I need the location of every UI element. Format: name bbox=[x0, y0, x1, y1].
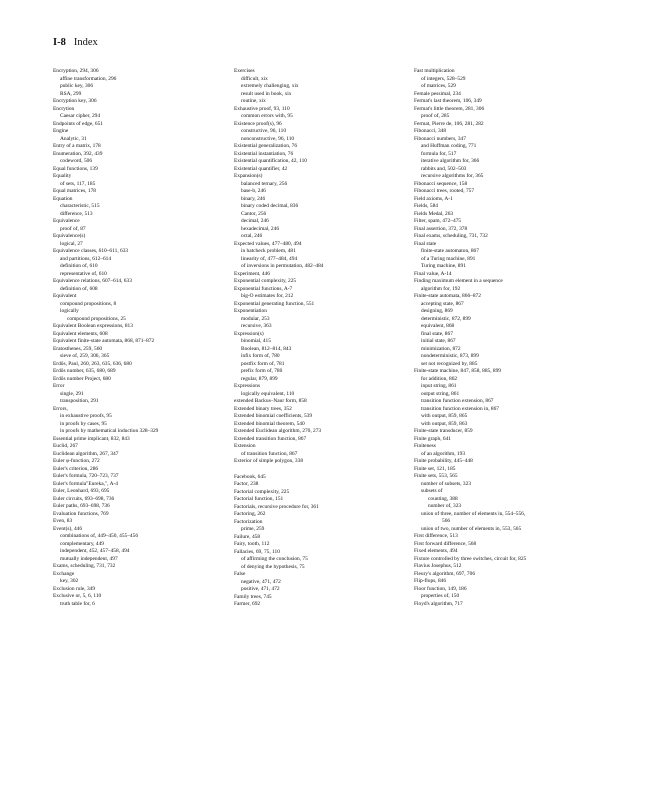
index-entry: Filter, spam, 472–475 bbox=[414, 218, 462, 224]
index-entry: Fibonacci trees, rooted, 757 bbox=[414, 188, 475, 194]
index-subentry: of a Turing machine, 891 bbox=[421, 255, 476, 262]
index-entry: Even, 83 bbox=[53, 518, 73, 524]
index-entry: Extended binomial theorem, 540 bbox=[234, 420, 305, 427]
index-subentry: final state, 867 bbox=[421, 330, 453, 337]
index-entry: Euler, Leonhard, 693, 695 bbox=[53, 488, 110, 494]
index-subentry: union of two, number of elements in, 553, 565 bbox=[421, 525, 522, 532]
index-subentry: and Huffman coding, 771 bbox=[421, 143, 477, 149]
index-subentry: nondeterministic, 873, 899 bbox=[421, 353, 479, 359]
index-entry: Encryption, 294, 306 bbox=[53, 68, 99, 74]
index-subentry: codeword, 506 bbox=[60, 158, 93, 164]
index-entry: Extension bbox=[234, 443, 256, 449]
index-subentry: equivalent, 868 bbox=[421, 323, 455, 329]
index-subentry: in proofs by cases, 95 bbox=[60, 420, 107, 427]
index-entry: Expressions bbox=[234, 383, 261, 389]
index-entry: Equivalent Boolean expressions, 813 bbox=[53, 323, 133, 329]
index-subentry: result used in book, xix bbox=[241, 90, 292, 97]
index-entry: Finite graph, 641 bbox=[414, 435, 451, 442]
index-entry: Euclidean algorithm, 267, 347 bbox=[53, 450, 119, 457]
index-subentry: designing, 869 bbox=[421, 308, 453, 314]
index-entry: Factor, 238 bbox=[234, 481, 259, 487]
index-entry: Fibonacci numbers, 347 bbox=[414, 135, 466, 142]
index-subentry: characteristic, 515 bbox=[60, 203, 100, 209]
index-entry: Extended binary trees, 352 bbox=[234, 405, 292, 412]
index-entry: Final exams, scheduling, 731, 732 bbox=[414, 233, 488, 239]
index-entry: Extended binomial coefficients, 539 bbox=[234, 413, 313, 419]
index-entry: Floyd's algorithm, 717 bbox=[414, 600, 463, 607]
index-entry: Flip-flops, 846 bbox=[414, 578, 447, 584]
index-entry: Factorization bbox=[234, 518, 263, 525]
index-entry: Equivalence(s) bbox=[53, 233, 86, 239]
index-subentry: public key, 306 bbox=[60, 83, 94, 89]
index-entry: First forward difference, 568 bbox=[414, 540, 477, 547]
index-entry: Fast multiplication bbox=[414, 68, 455, 74]
index-entry: Endpoints of edge, 651 bbox=[53, 120, 104, 127]
index-entry: Exclusion rule, 349 bbox=[53, 585, 96, 592]
index-entry: Euler circuits, 693–698, 736 bbox=[53, 495, 115, 502]
section-gap bbox=[234, 466, 414, 474]
index-entry: Finding maximum element in a sequence bbox=[414, 278, 503, 284]
index-entry: Erdős number, 635, 680, 689 bbox=[53, 368, 116, 374]
index-subentry: counting, 388 bbox=[428, 495, 458, 502]
index-subentry: routine, xix bbox=[241, 98, 266, 104]
index-entry: Fleury's algorithm, 697, 706 bbox=[414, 570, 476, 577]
index-entry: Erdős number Project, 680 bbox=[53, 375, 111, 382]
index-entry: Equal matrices, 178 bbox=[53, 188, 96, 194]
index-subentry: union of three, number of elements in, 554–556, bbox=[421, 510, 526, 517]
index-subentry: big-O estimates for, 212 bbox=[241, 293, 294, 299]
index-entry: Error bbox=[53, 383, 65, 389]
index-subentry: logical, 27 bbox=[60, 240, 83, 247]
index-subentry: rabbits and, 502–503 bbox=[421, 165, 467, 172]
index-entry: Euler φ-function, 272 bbox=[53, 458, 100, 464]
index-subentry: constructive, 96, 110 bbox=[241, 128, 287, 134]
index-entry: Facebook, 645 bbox=[234, 473, 266, 480]
index-subentry: octal, 246 bbox=[241, 233, 263, 239]
index-entry: Final value, A-14 bbox=[414, 270, 452, 277]
index-subentry: number of subsets, 323 bbox=[421, 480, 472, 487]
index-subentry: nonconstructive, 96, 110 bbox=[241, 135, 295, 142]
index-subentry: linearity of, 477–484, 494 bbox=[241, 255, 298, 262]
index-entry: Fallacies, 69, 75, 110 bbox=[234, 548, 280, 555]
index-subentry: complementary, 449 bbox=[60, 540, 104, 547]
index-entry: Event(s), 446 bbox=[53, 525, 83, 532]
index-entry: Exhaustive proof, 93, 110 bbox=[234, 105, 290, 112]
index-subentry: negative, 471, 472 bbox=[241, 578, 281, 585]
index-subentry: Caesar cipher, 294 bbox=[60, 113, 101, 119]
index-entry: Equivalent finite-state automata, 868, 871–872 bbox=[53, 338, 155, 344]
index-subentry: finite-state automaton, 867 bbox=[421, 248, 479, 254]
index-subentry: RSA, 299 bbox=[60, 90, 82, 97]
index-subentry: modular, 253 bbox=[241, 315, 270, 322]
index-subentry: base-b, 246 bbox=[241, 188, 266, 194]
index-subentry: in hatcheck problem, 481 bbox=[241, 248, 296, 254]
index-entry: Euler paths, 693–698, 736 bbox=[53, 503, 110, 509]
index-entry: Equation bbox=[53, 195, 73, 202]
index-entry: Female pessimal, 234 bbox=[414, 90, 461, 97]
index-entry: Exchange bbox=[53, 570, 75, 577]
index-entry: Finite probability, 445–448 bbox=[414, 458, 473, 464]
index-entry: First difference, 513 bbox=[414, 533, 458, 539]
index-entry: Erdős, Paul, 260, 263, 635, 636, 680 bbox=[53, 360, 132, 367]
index-subentry: input string, 861 bbox=[421, 383, 457, 389]
index-subentry: transition function extension, 867 bbox=[421, 398, 494, 404]
index-subentry: proof of, 87 bbox=[60, 225, 86, 232]
index-entry: Factorials, recursive procedure for, 361 bbox=[234, 503, 319, 510]
index-entry: Fields, 584 bbox=[414, 203, 438, 209]
index-entry: Finite set, 121, 185 bbox=[414, 465, 456, 472]
index-entry: Equal functions, 139 bbox=[53, 165, 98, 172]
index-subentry: regular, 879, 899 bbox=[241, 375, 278, 382]
index-entry: Entry of a matrix, 178 bbox=[53, 143, 101, 149]
index-entry: Farmer, 692 bbox=[234, 601, 261, 607]
index-subentry: transition function extension in, 867 bbox=[421, 405, 500, 412]
index-subentry: with output, 859, 863 bbox=[421, 420, 468, 427]
index-entry: Exponential generating function, 551 bbox=[234, 300, 315, 307]
index-entry: Finite-state transducer, 859 bbox=[414, 428, 473, 434]
index-entry: Exams, scheduling, 731, 732 bbox=[53, 563, 116, 569]
index-subentry: balanced ternary, 256 bbox=[241, 180, 288, 187]
index-subentry: initial state, 867 bbox=[421, 338, 456, 344]
index-subentry: for addition, 862 bbox=[421, 375, 458, 382]
index-subentry: binomial, 415 bbox=[241, 338, 271, 344]
index-subentry: recursive, 363 bbox=[241, 323, 272, 329]
index-subentry: of inversions in permutation, 482–484 bbox=[241, 263, 324, 269]
index-entry: Finite-state machine, 847, 858, 885, 899 bbox=[414, 368, 501, 374]
index-entry: Enumeration, 392, 439 bbox=[53, 150, 103, 157]
index-subentry: extremely challenging, xix bbox=[241, 83, 299, 89]
index-entry: Factoring, 262 bbox=[234, 511, 266, 517]
index-subentry: number of, 323 bbox=[428, 503, 462, 509]
index-entry: Finite-state automata, 866–872 bbox=[414, 293, 481, 299]
index-subentry: sieve of, 259, 306, 365 bbox=[60, 353, 110, 359]
index-entry: Fermat, Pierre de, 106, 281, 282 bbox=[414, 120, 484, 127]
index-entry: Euler's formula, 720–723, 737 bbox=[53, 473, 119, 479]
index-entry: Fermat's little theorem, 281, 306 bbox=[414, 105, 485, 112]
index-subentry: algorithm for, 192 bbox=[421, 285, 461, 292]
index-entry: Exercises bbox=[234, 68, 255, 74]
index-subentry: definition of, 610 bbox=[60, 263, 98, 269]
index-subentry: of sets, 117, 185 bbox=[60, 180, 96, 187]
index-subentry: decimal, 246 bbox=[241, 218, 269, 224]
index-entry: Encrytion bbox=[53, 105, 75, 112]
index-entry: False bbox=[234, 571, 246, 577]
index-entry: Fermat's last theorem, 106, 349 bbox=[414, 98, 482, 104]
page-header bbox=[53, 37, 98, 48]
index-subentry: single, 291 bbox=[60, 390, 84, 397]
index-subentry: logically equivalent, 110 bbox=[241, 390, 295, 397]
index-entry: Equivalence relations, 607–614, 633 bbox=[53, 278, 132, 284]
index-entry: Fixed elements, 494 bbox=[414, 548, 458, 554]
index-subentry: set not recognized by, 885 bbox=[421, 360, 478, 367]
index-subentry: accepting state, 867 bbox=[421, 300, 464, 307]
index-subentry: mutually independent, 497 bbox=[60, 555, 118, 562]
index-entry: Field axioms, A-1 bbox=[414, 195, 453, 202]
index-entry: Fields Medal, 263 bbox=[414, 210, 454, 217]
index-entry: Factorial complexity, 225 bbox=[234, 488, 290, 495]
index-subentry: of denying the hypothesis, 75 bbox=[241, 563, 305, 570]
index-subentry: and partitions, 612–614 bbox=[60, 255, 112, 262]
index-subentry: Turing machine, 891 bbox=[421, 263, 466, 269]
index-entry: Equivalent elements, 608 bbox=[53, 330, 108, 337]
index-subentry: combinations of, 449–450, 455–456 bbox=[60, 533, 139, 539]
index-entry: Encryption key, 306 bbox=[53, 98, 97, 104]
index-subentry: subsets of bbox=[421, 488, 443, 494]
index-subentry: difficult, xix bbox=[241, 75, 268, 82]
index-subentry: Analytic, 31 bbox=[60, 135, 87, 142]
index-entry: Existential quantifier, 42 bbox=[234, 165, 288, 172]
index-subentry: hexadecimal, 246 bbox=[241, 225, 280, 232]
index-subentry: with output, 859, 865 bbox=[421, 413, 468, 419]
index-entry: Fibonacci sequence, 158 bbox=[414, 180, 468, 187]
index-entry: Evaluation functions, 769 bbox=[53, 510, 109, 517]
index-subentry: of matrices, 529 bbox=[421, 83, 456, 89]
index-subentry: logically bbox=[60, 308, 79, 314]
index-subentry: in exhaustive proofs, 95 bbox=[60, 413, 112, 419]
index-subentry: of affirming the conclusion, 75 bbox=[241, 556, 308, 562]
index-subentry: compound propositions, 25 bbox=[67, 315, 126, 322]
index-subentry: independent, 452, 457–458, 494 bbox=[60, 548, 130, 554]
index-subentry: representative of, 610 bbox=[60, 270, 107, 277]
index-subentry: of transition function, 867 bbox=[241, 450, 298, 457]
index-subentry: common errors with, 95 bbox=[241, 113, 293, 119]
index-subentry: transposition, 291 bbox=[60, 398, 99, 404]
index-entry: Expression(s) bbox=[234, 330, 264, 337]
index-entry: Exponential functions, A-7 bbox=[234, 285, 293, 292]
index-subentry: affine transformation, 296 bbox=[60, 75, 117, 82]
index-subentry: minimization, 872 bbox=[421, 345, 461, 352]
index-subentry: properties of, 150 bbox=[421, 593, 460, 599]
index-entry: Finiteness bbox=[414, 443, 436, 449]
index-subentry: iterative algorithm for, 366 bbox=[421, 158, 480, 164]
index-entry: Failure, 458 bbox=[234, 533, 261, 540]
index-column-3 bbox=[414, 68, 594, 608]
index-entry: Expansion(s) bbox=[234, 173, 263, 179]
index-entry: Final state bbox=[414, 240, 437, 247]
index-subentry: recursive algorithms for, 365 bbox=[421, 173, 484, 179]
index-entry: Fairy, tooth, 112 bbox=[234, 541, 270, 547]
index-entry: Fixture controlled by three switches, circuit for, 825 bbox=[414, 555, 527, 562]
index-entry: Flavius Josephus, 512 bbox=[414, 563, 462, 569]
index-entry: Extended transition function, 867 bbox=[234, 435, 307, 442]
index-subentry: compound propositions, 8 bbox=[60, 300, 117, 307]
index-entry: Equality bbox=[53, 173, 72, 179]
index-subentry: deterministic, 872, 899 bbox=[421, 315, 471, 322]
index-entry: Existential instantiation, 76 bbox=[234, 150, 294, 157]
index-subentry: output string, 861 bbox=[421, 390, 460, 397]
index-subentry: definition of, 608 bbox=[60, 285, 98, 292]
index-entry: Experiment, 446 bbox=[234, 270, 270, 277]
index-entry: Euler's formula"Eureka,", A-4 bbox=[53, 480, 118, 487]
index-entry: Exponentiation bbox=[234, 308, 267, 314]
index-entry: Floor function, 149, 186 bbox=[414, 585, 467, 592]
index-entry: Essential prime implicant, 832, 843 bbox=[53, 435, 130, 442]
index-entry: Engine bbox=[53, 128, 69, 134]
index-entry: Equivalence classes, 610–611, 633 bbox=[53, 248, 129, 254]
index-subentry: postfix form of, 781 bbox=[241, 360, 285, 367]
index-entry: Equivalent bbox=[53, 293, 77, 299]
index-entry: Exterior of simple polygon, 338 bbox=[234, 458, 304, 464]
index-subentry: proof of, 285 bbox=[421, 113, 450, 119]
index-column-1 bbox=[53, 68, 233, 608]
index-subentry: 566 bbox=[442, 518, 451, 524]
index-subentry: of an algorithm, 193 bbox=[421, 450, 466, 457]
index-entry: Family trees, 745 bbox=[234, 593, 272, 600]
index-subentry: prefix form of, 780 bbox=[241, 368, 283, 374]
index-subentry: formula for, 517 bbox=[421, 150, 457, 157]
index-subentry: positive, 471, 472 bbox=[241, 586, 280, 592]
index-entry: Factorial function, 151 bbox=[234, 496, 284, 502]
index-column-2 bbox=[234, 68, 414, 609]
index-entry: Existence proof(s), 96 bbox=[234, 120, 282, 127]
page-number: I-8 bbox=[53, 37, 66, 48]
index-subentry: Boolean, 812–814, 843 bbox=[241, 345, 292, 352]
index-subentry: difference, 513 bbox=[60, 210, 93, 217]
index-entry: Extended Euclidean algorithm, 270, 273 bbox=[234, 428, 322, 434]
index-entry: Errors, bbox=[53, 405, 68, 412]
index-subentry: truth table for, 6 bbox=[60, 600, 95, 607]
index-entry: Eratosthenes, 259, 560 bbox=[53, 345, 103, 352]
page-title: Index bbox=[73, 37, 98, 48]
index-subentry: prime, 259 bbox=[241, 526, 265, 532]
index-entry: Euler's criterion, 286 bbox=[53, 465, 99, 472]
index-entry: Fibonacci, 348 bbox=[414, 128, 447, 134]
index-subentry: key, 302 bbox=[60, 578, 79, 584]
index-subentry: binary coded decimal, 836 bbox=[241, 203, 299, 209]
index-entry: extended Backus–Naur form, 858 bbox=[234, 398, 307, 404]
index-entry: Exponential complexity, 225 bbox=[234, 278, 297, 284]
index-entry: Existential quantification, 42, 110 bbox=[234, 158, 308, 164]
index-subentry: of integers, 528–529 bbox=[421, 75, 466, 82]
index-entry: Expected values, 477–480, 494 bbox=[234, 240, 302, 247]
index-subentry: binary, 246 bbox=[241, 195, 266, 202]
index-subentry: in proofs by mathematical induction 328–329 bbox=[60, 428, 159, 434]
index-entry: Existential generalization, 76 bbox=[234, 143, 298, 149]
index-entry: Euclid, 267 bbox=[53, 443, 78, 449]
index-subentry: infix form of, 780 bbox=[241, 353, 280, 359]
index-entry: Finite sets, 553, 565 bbox=[414, 473, 458, 479]
index-entry: Exclusive or, 5, 6, 110 bbox=[53, 593, 102, 599]
index-entry: Equivalence bbox=[53, 218, 80, 224]
index-subentry: Cantor, 256 bbox=[241, 210, 267, 217]
index-entry: Final assertion, 372, 378 bbox=[414, 225, 468, 232]
